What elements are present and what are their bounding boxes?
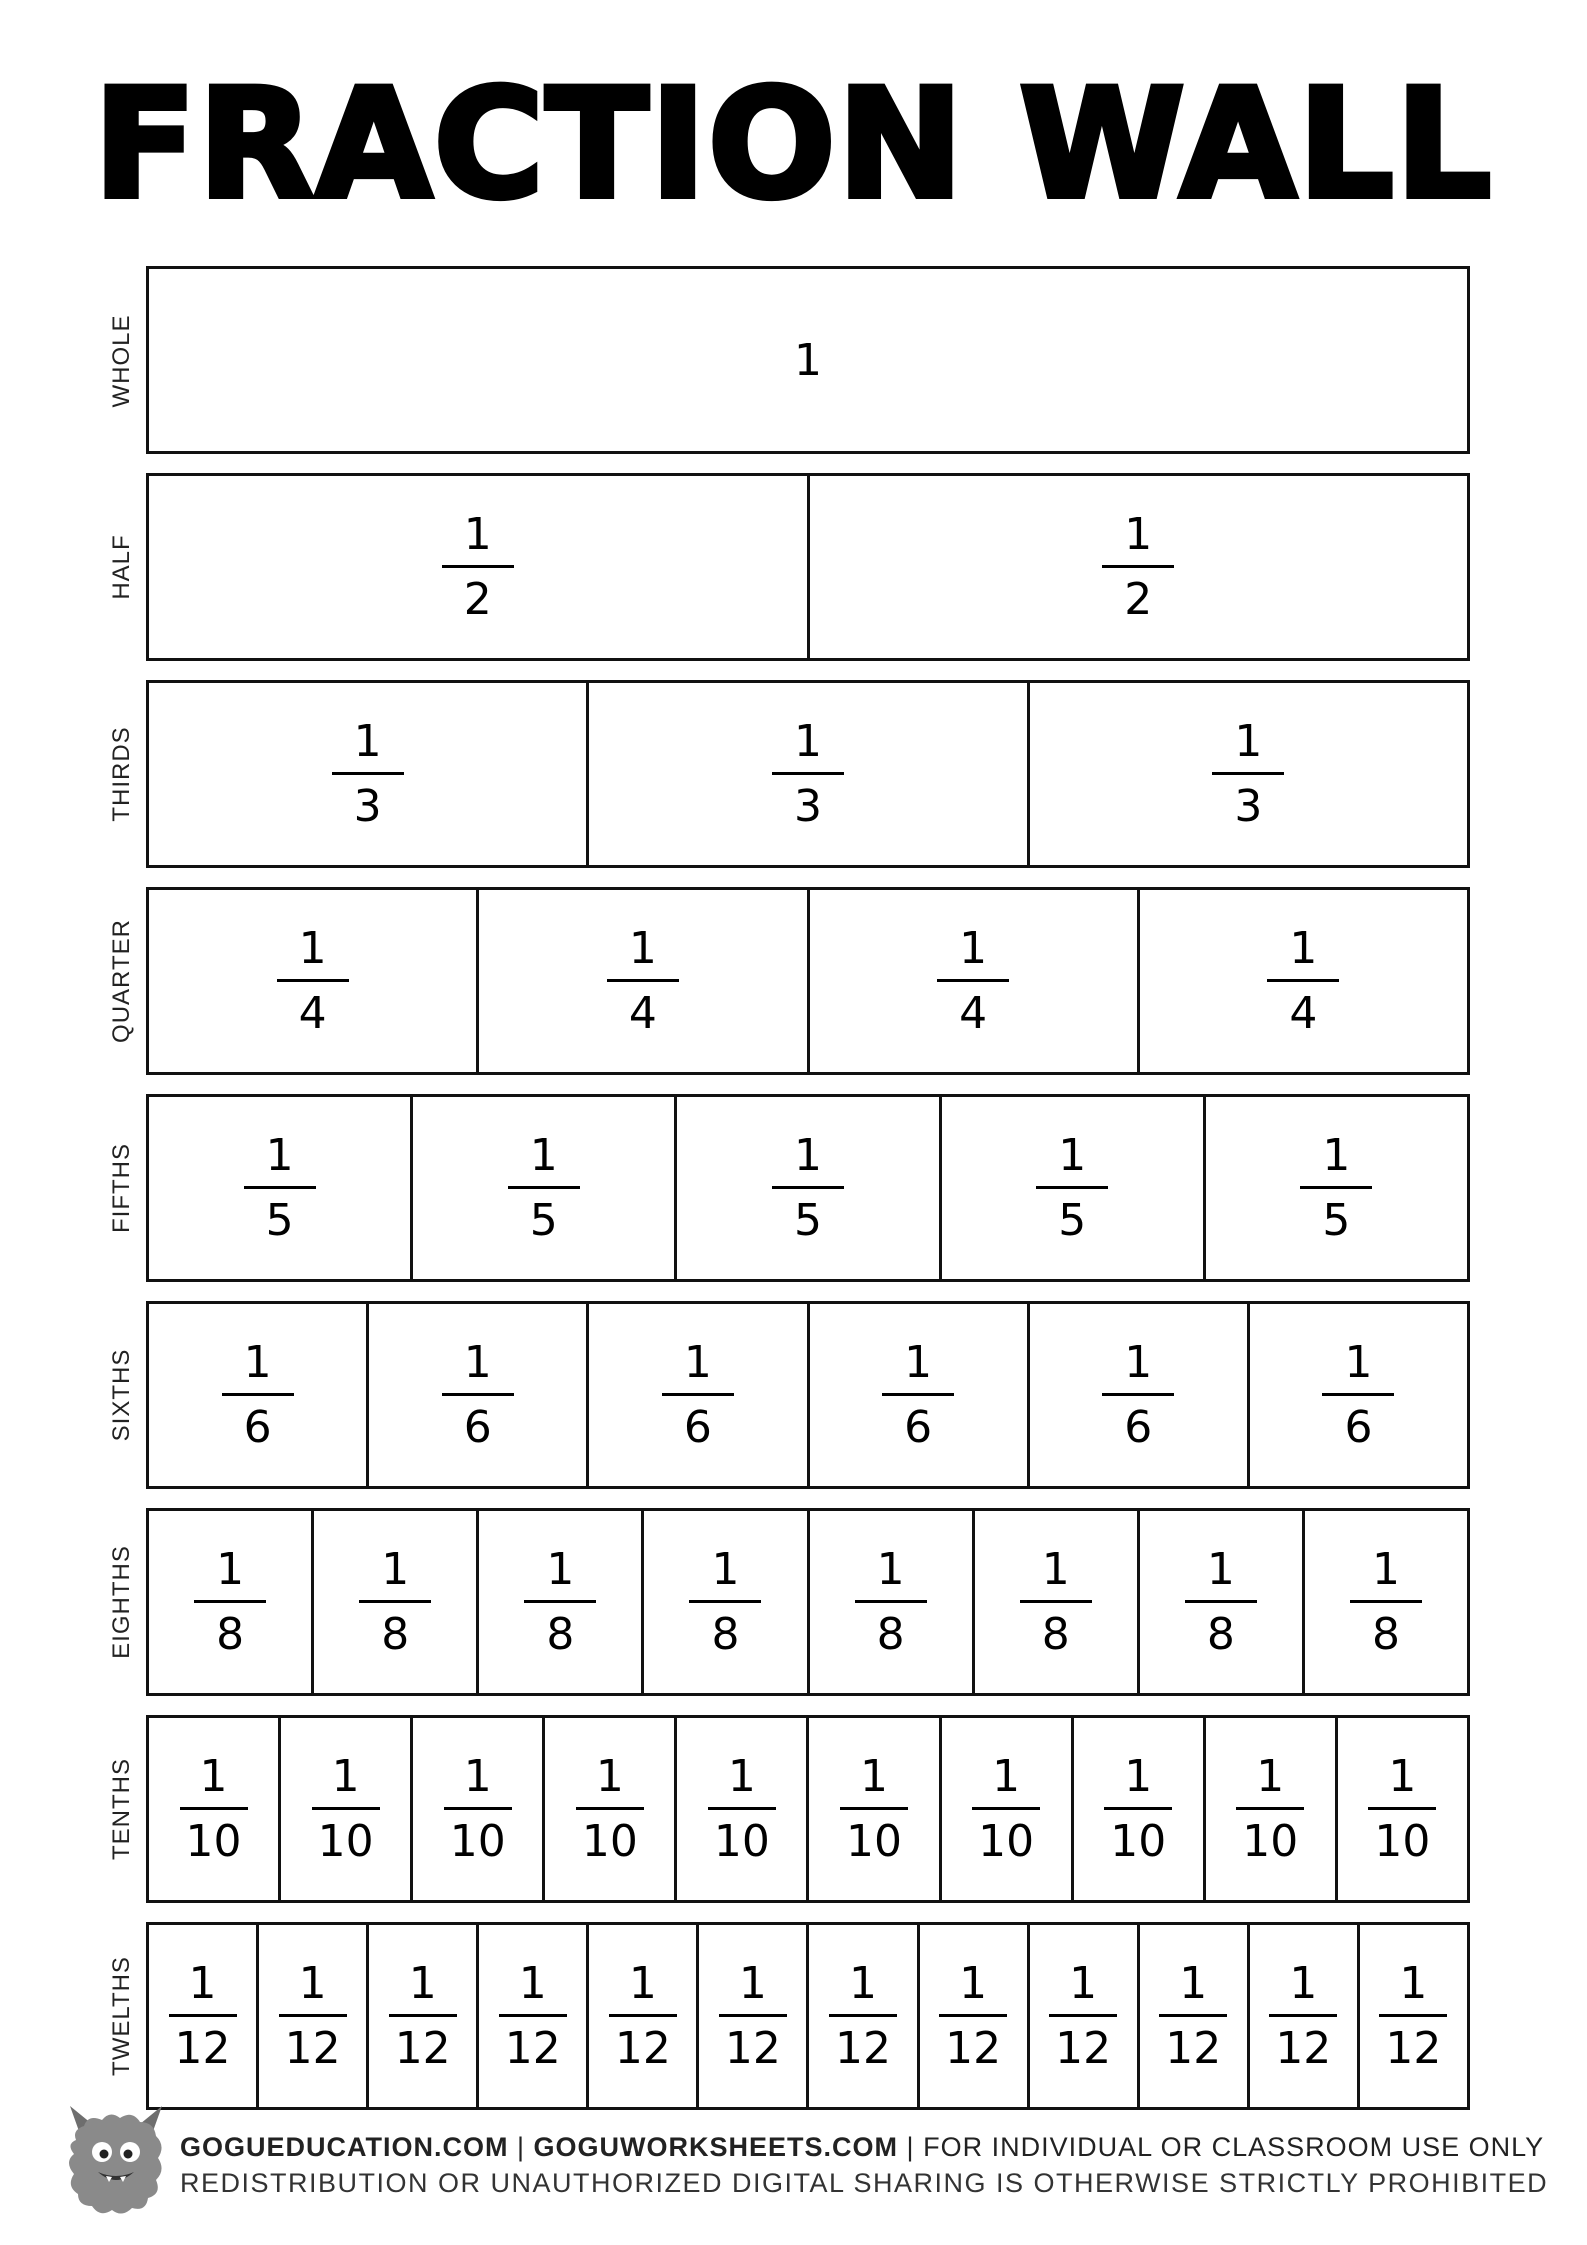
- fraction: [499, 1958, 567, 2075]
- fraction-row-eighths: [146, 1508, 1470, 1696]
- fraction-cell: [807, 1304, 1027, 1486]
- fraction-bar: [609, 2014, 677, 2017]
- denominator: 12: [835, 2022, 891, 2074]
- fraction-bar: [389, 2014, 457, 2017]
- fraction-cell: [1027, 1925, 1137, 2107]
- fraction-cell: [806, 1925, 916, 2107]
- fraction: [1049, 1958, 1117, 2075]
- denominator: 10: [1374, 1815, 1431, 1867]
- whole-row: [146, 266, 1470, 454]
- footer: [0, 2100, 1587, 2240]
- denominator: 10: [1242, 1815, 1299, 1867]
- fraction: [972, 1751, 1040, 1868]
- denominator: 6: [1344, 1401, 1373, 1453]
- fraction-cell: [149, 1097, 410, 1279]
- fraction-cell: [1137, 1511, 1302, 1693]
- fraction-bar: [772, 772, 844, 775]
- fraction-bar: [972, 1807, 1040, 1810]
- numerator: 1: [1289, 922, 1318, 974]
- fraction: [359, 1544, 431, 1661]
- fraction-cell: [410, 1718, 542, 1900]
- fraction-cell: [1071, 1718, 1203, 1900]
- numerator: 1: [904, 1336, 933, 1388]
- fraction-bar: [662, 1393, 734, 1396]
- denominator: 6: [463, 1401, 492, 1453]
- numerator: 1: [992, 1750, 1021, 1802]
- fraction: [444, 1751, 512, 1868]
- fraction-cell: [476, 1925, 586, 2107]
- denominator: 2: [463, 573, 492, 625]
- fraction-bar: [1185, 1600, 1257, 1603]
- fraction: [772, 716, 844, 833]
- fraction-cell: [149, 683, 586, 865]
- fraction-cell: [410, 1097, 674, 1279]
- fraction-bar: [180, 1807, 248, 1810]
- denominator: 10: [581, 1815, 638, 1867]
- fraction-bar: [689, 1600, 761, 1603]
- numerator: 1: [628, 1957, 657, 2009]
- fraction-bar: [1104, 1807, 1172, 1810]
- fraction-cell: [311, 1511, 476, 1693]
- fraction: [1267, 923, 1339, 1040]
- fraction-cell: [1247, 1925, 1357, 2107]
- fraction-cell: [1335, 1718, 1467, 1900]
- fraction: [1104, 1751, 1172, 1868]
- numerator: 1: [381, 1543, 410, 1595]
- numerator: 1: [463, 1750, 492, 1802]
- fraction-bar: [840, 1807, 908, 1810]
- fraction-row-quarter: [146, 887, 1470, 1075]
- footer-usage: FOR INDIVIDUAL OR CLASSROOM USE ONLY: [923, 2132, 1545, 2162]
- numerator: 1: [727, 1750, 756, 1802]
- fraction-bar: [332, 772, 404, 775]
- fraction-cell: [278, 1718, 410, 1900]
- denominator: 3: [1234, 780, 1263, 832]
- denominator: 8: [381, 1608, 410, 1660]
- fraction-cell: [939, 1718, 1071, 1900]
- fraction-cell: [1357, 1925, 1467, 2107]
- denominator: 10: [317, 1815, 374, 1867]
- fraction-bar: [1236, 1807, 1304, 1810]
- fraction-row-half: [146, 473, 1470, 661]
- numerator: 1: [1371, 1543, 1400, 1595]
- numerator: 1: [546, 1543, 575, 1595]
- fraction-cell: [542, 1718, 674, 1900]
- fraction-cell: [807, 1511, 972, 1693]
- numerator: 1: [298, 1957, 327, 2009]
- fraction-bar: [279, 2014, 347, 2017]
- fraction-bar: [444, 1807, 512, 1810]
- fraction-cell: [586, 1304, 806, 1486]
- fraction-bar: [312, 1807, 380, 1810]
- denominator: 10: [449, 1815, 506, 1867]
- numerator: 1: [331, 1750, 360, 1802]
- fraction-bar: [1350, 1600, 1422, 1603]
- denominator: 10: [185, 1815, 242, 1867]
- fraction-cell: [586, 683, 1026, 865]
- denominator: 10: [713, 1815, 770, 1867]
- numerator: 1: [1124, 508, 1153, 560]
- numerator: 1: [518, 1957, 547, 2009]
- fraction-cell: [917, 1925, 1027, 2107]
- fraction: [882, 1337, 954, 1454]
- fraction-cell: [1137, 1925, 1247, 2107]
- fraction-cell: [674, 1097, 938, 1279]
- numerator: 1: [1179, 1957, 1208, 2009]
- fraction: [442, 509, 514, 626]
- fraction-row-twelths: [146, 1922, 1470, 2110]
- fraction: [1379, 1958, 1447, 2075]
- fraction-cell: [1247, 1304, 1467, 1486]
- fraction-bar: [194, 1600, 266, 1603]
- denominator: 8: [1371, 1608, 1400, 1660]
- fraction-cell: [366, 1304, 586, 1486]
- numerator: 1: [711, 1543, 740, 1595]
- fraction-cell: [807, 890, 1137, 1072]
- fraction: [1020, 1544, 1092, 1661]
- numerator: 1: [529, 1129, 558, 1181]
- fraction: [855, 1544, 927, 1661]
- fraction-cell: [939, 1097, 1203, 1279]
- numerator: 1: [628, 922, 657, 974]
- fraction: [1322, 1337, 1394, 1454]
- numerator: 1: [1322, 1129, 1351, 1181]
- fraction-bar: [1049, 2014, 1117, 2017]
- fraction-bar: [1379, 2014, 1447, 2017]
- denominator: 5: [265, 1194, 294, 1246]
- fraction: [609, 1958, 677, 2075]
- fraction: [708, 1751, 776, 1868]
- numerator: 1: [463, 1336, 492, 1388]
- denominator: 3: [793, 780, 822, 832]
- numerator: 1: [1344, 1336, 1373, 1388]
- fraction: [689, 1544, 761, 1661]
- fraction-cell: [1137, 890, 1467, 1072]
- numerator: 1: [1058, 1129, 1087, 1181]
- numerator: 1: [876, 1543, 905, 1595]
- fraction-bar: [1269, 2014, 1337, 2017]
- fraction: [1185, 1544, 1257, 1661]
- fraction: [1350, 1544, 1422, 1661]
- numerator: 1: [199, 1750, 228, 1802]
- fraction: [389, 1958, 457, 2075]
- numerator: 1: [1124, 1336, 1153, 1388]
- fraction-bar: [1102, 565, 1174, 568]
- fraction-cell: [1302, 1511, 1467, 1693]
- numerator: 1: [463, 508, 492, 560]
- fraction-bar: [1368, 1807, 1436, 1810]
- denominator: 12: [174, 2022, 231, 2074]
- fraction-bar: [607, 979, 679, 982]
- footer-site-1[interactable]: GOGUEDUCATION.COM: [180, 2132, 509, 2162]
- footer-site-2[interactable]: GOGUWORKSHEETS.COM: [533, 2132, 899, 2162]
- fraction-cell: [806, 1718, 938, 1900]
- fraction: [662, 1337, 734, 1454]
- fraction-row-fifths: [146, 1094, 1470, 1282]
- fraction: [312, 1751, 380, 1868]
- denominator: 5: [1322, 1194, 1351, 1246]
- footer-separator-1: |: [508, 2132, 534, 2162]
- numerator: 1: [298, 922, 327, 974]
- fraction-bar: [1102, 1393, 1174, 1396]
- fraction: [1368, 1751, 1436, 1868]
- fraction-cell: [149, 476, 807, 658]
- fraction: [576, 1751, 644, 1868]
- fraction-cell: [366, 1925, 476, 2107]
- numerator: 1: [1069, 1957, 1098, 2009]
- footer-line-1: [180, 2132, 1544, 2163]
- numerator: 1: [959, 922, 988, 974]
- numerator: 1: [738, 1957, 767, 2009]
- fraction-cell: [149, 890, 476, 1072]
- denominator: 12: [1275, 2022, 1332, 2074]
- fraction-cell: [149, 1718, 278, 1900]
- fraction-cell: [149, 1304, 366, 1486]
- fraction: [279, 1958, 347, 2075]
- denominator: 6: [243, 1401, 272, 1453]
- denominator: 8: [711, 1608, 740, 1660]
- numerator: 1: [849, 1957, 877, 2009]
- numerator: 1: [1124, 1750, 1153, 1802]
- fraction: [829, 1958, 897, 2075]
- numerator: 1: [1388, 1750, 1417, 1802]
- page-title: FRACTION WALL: [93, 58, 1494, 232]
- fraction: [1159, 1958, 1227, 2075]
- fraction-bar: [1020, 1600, 1092, 1603]
- fraction-cell: [674, 1718, 806, 1900]
- fraction-bar: [524, 1600, 596, 1603]
- denominator: 10: [978, 1815, 1035, 1867]
- numerator: 1: [1234, 715, 1263, 767]
- fraction-cell: [1203, 1097, 1467, 1279]
- denominator: 10: [1110, 1815, 1167, 1867]
- denominator: 12: [394, 2022, 451, 2074]
- denominator: 2: [1124, 573, 1153, 625]
- fraction-bar: [359, 1600, 431, 1603]
- fraction-cell: [641, 1511, 806, 1693]
- fraction-cell: [476, 1511, 641, 1693]
- fraction-bar: [442, 1393, 514, 1396]
- fraction-cell: [807, 476, 1468, 658]
- fraction-cell: [972, 1511, 1137, 1693]
- denominator: 6: [904, 1401, 933, 1453]
- denominator: 12: [724, 2022, 781, 2074]
- denominator: 8: [216, 1608, 245, 1660]
- fraction-cell: [256, 1925, 366, 2107]
- fraction-bar: [829, 2014, 897, 2017]
- numerator: 1: [683, 1336, 712, 1388]
- fraction: [508, 1130, 580, 1247]
- denominator: 12: [504, 2022, 561, 2074]
- fraction-bar: [719, 2014, 787, 2017]
- fraction: [937, 923, 1009, 1040]
- numerator: 1: [1206, 1543, 1235, 1595]
- fraction: [442, 1337, 514, 1454]
- fraction: [1102, 509, 1174, 626]
- fraction: [244, 1130, 316, 1247]
- fraction: [1102, 1337, 1174, 1454]
- footer-separator-2: |: [898, 2132, 924, 2162]
- fraction-bar: [442, 565, 514, 568]
- numerator: 1: [1041, 1543, 1070, 1595]
- denominator: 5: [794, 1194, 822, 1246]
- fraction: [169, 1958, 237, 2075]
- fraction: [524, 1544, 596, 1661]
- fraction: [1300, 1130, 1372, 1247]
- fraction-cell: [696, 1925, 806, 2107]
- whole-value: 1: [794, 334, 822, 386]
- denominator: 4: [298, 987, 327, 1039]
- fraction-bar: [1322, 1393, 1394, 1396]
- denominator: 12: [1385, 2022, 1442, 2074]
- fraction-cell: [476, 890, 806, 1072]
- fraction-bar: [222, 1393, 294, 1396]
- fraction-bar: [277, 979, 349, 982]
- fraction-bar: [939, 2014, 1007, 2017]
- fraction-row-thirds: [146, 680, 1470, 868]
- whole-cell: [149, 269, 1467, 451]
- denominator: 8: [1206, 1608, 1235, 1660]
- fraction-cell: [149, 1511, 311, 1693]
- denominator: 8: [546, 1608, 575, 1660]
- fraction-bar: [772, 1186, 844, 1189]
- fraction-cell: [1027, 1304, 1247, 1486]
- numerator: 1: [1256, 1750, 1285, 1802]
- numerator: 1: [188, 1957, 217, 2009]
- numerator: 1: [1399, 1957, 1428, 2009]
- denominator: 8: [876, 1608, 905, 1660]
- fraction-bar: [708, 1807, 776, 1810]
- numerator: 1: [959, 1957, 988, 2009]
- denominator: 6: [683, 1401, 712, 1453]
- fraction: [772, 1130, 844, 1247]
- fraction: [180, 1751, 248, 1868]
- fraction: [939, 1958, 1007, 2075]
- numerator: 1: [408, 1957, 437, 2009]
- numerator: 1: [216, 1543, 245, 1595]
- fraction-bar: [1036, 1186, 1108, 1189]
- numerator: 1: [353, 715, 382, 767]
- fraction: [1269, 1958, 1337, 2075]
- fraction: [222, 1337, 294, 1454]
- numerator: 1: [595, 1750, 624, 1802]
- fraction-bar: [169, 2014, 237, 2017]
- denominator: 12: [1055, 2022, 1112, 2074]
- denominator: 4: [628, 987, 657, 1039]
- fraction: [607, 923, 679, 1040]
- denominator: 4: [959, 987, 988, 1039]
- fraction-bar: [1267, 979, 1339, 982]
- fraction-bar: [855, 1600, 927, 1603]
- fraction-bar: [1300, 1186, 1372, 1189]
- fraction: [1036, 1130, 1108, 1247]
- fraction: [277, 923, 349, 1040]
- fraction: [1212, 716, 1284, 833]
- denominator: 12: [1165, 2022, 1222, 2074]
- numerator: 1: [243, 1336, 272, 1388]
- fraction-bar: [882, 1393, 954, 1396]
- numerator: 1: [1289, 1957, 1318, 2009]
- fraction-bar: [937, 979, 1009, 982]
- fraction-bar: [576, 1807, 644, 1810]
- fraction: [840, 1751, 908, 1868]
- numerator: 1: [265, 1129, 294, 1181]
- fraction-bar: [1159, 2014, 1227, 2017]
- denominator: 4: [1289, 987, 1318, 1039]
- fraction-cell: [1027, 683, 1467, 865]
- fraction-cell: [149, 1925, 256, 2107]
- fraction-bar: [499, 2014, 567, 2017]
- denominator: 12: [945, 2022, 1002, 2074]
- fraction-cell: [586, 1925, 696, 2107]
- numerator: 1: [794, 1129, 822, 1181]
- fraction-row-sixths: [146, 1301, 1470, 1489]
- fraction: [719, 1958, 787, 2075]
- fraction: [332, 716, 404, 833]
- denominator: 6: [1124, 1401, 1153, 1453]
- denominator: 3: [353, 780, 382, 832]
- fraction: [194, 1544, 266, 1661]
- fraction: [1236, 1751, 1304, 1868]
- numerator: 1: [793, 715, 822, 767]
- fraction-bar: [244, 1186, 316, 1189]
- numerator: 1: [860, 1750, 889, 1802]
- denominator: 8: [1041, 1608, 1070, 1660]
- fraction-bar: [508, 1186, 580, 1189]
- fraction-row-tenths: [146, 1715, 1470, 1903]
- denominator: 5: [1058, 1194, 1087, 1246]
- fraction-bar: [1212, 772, 1284, 775]
- denominator: 12: [614, 2022, 671, 2074]
- denominator: 5: [529, 1194, 558, 1246]
- fraction-cell: [1203, 1718, 1335, 1900]
- denominator: 10: [846, 1815, 903, 1867]
- denominator: 12: [284, 2022, 341, 2074]
- monster-logo-icon: [62, 2100, 170, 2218]
- footer-notice: REDISTRIBUTION OR UNAUTHORIZED DIGITAL SHARING IS OTHERWISE STRICTLY PROHIBITED: [180, 2168, 1549, 2198]
